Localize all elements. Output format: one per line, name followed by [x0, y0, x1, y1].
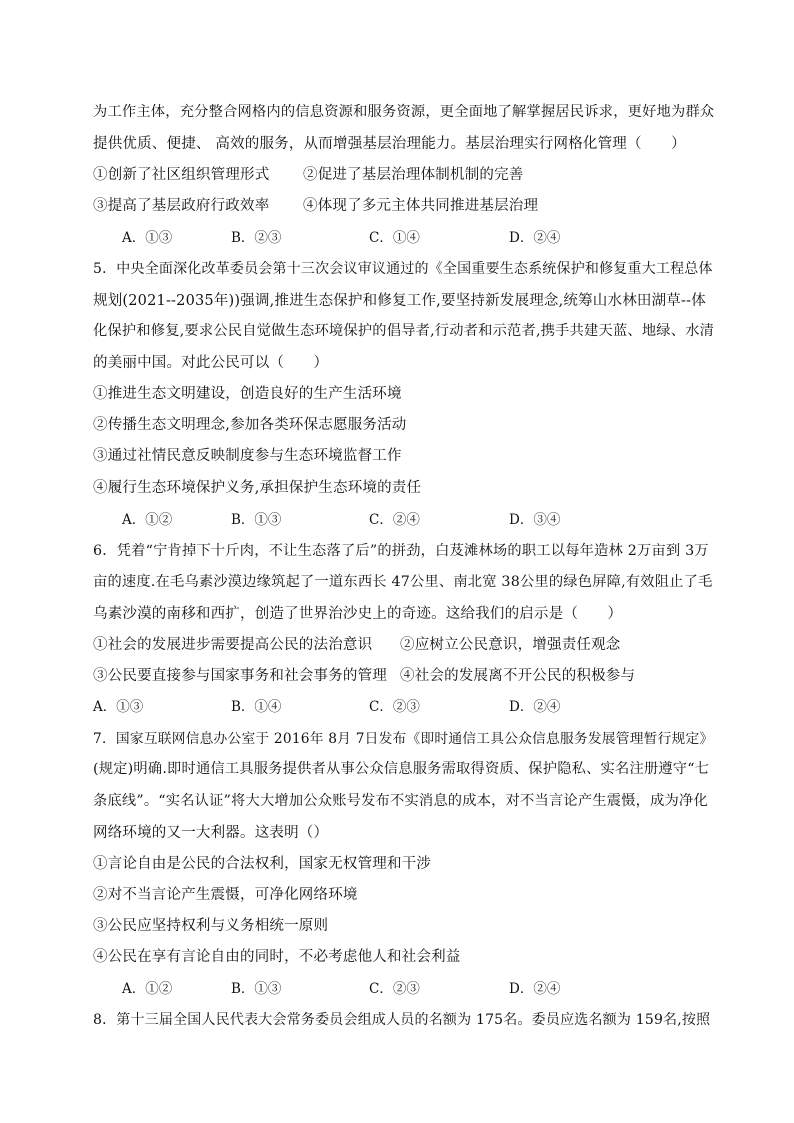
q7-stem-line-3: 条底线”。“实名认证”将大大增加公众账号发布不实消息的成本，对不当言论产生震慑，成为净化 [93, 793, 708, 809]
q4-option-c[interactable]: C．①④ [369, 230, 420, 246]
q4-item-4: ④体现了多元主体共同推进基层治理 [303, 198, 539, 214]
q4-option-a[interactable]: A．①③ [122, 230, 173, 246]
q5-option-c[interactable]: C．②④ [369, 512, 420, 528]
q4-item-1: ①创新了社区组织管理形式 [93, 167, 270, 183]
q7-stem-line-1: 7．国家互联网信息办公室于 2016年 8月 7日发布《即时通信工具公众信息服务发展管理暂行规定》 [93, 731, 714, 747]
q6-item-3: ③公民要直接参与国家事务和社会事务的管理 [93, 668, 387, 684]
q7-option-b[interactable]: B．①③ [231, 981, 282, 997]
q7-stem-line-2: (规定)明确.即时通信工具服务提供者从事公众信息服务需取得资质、保护隐私、实名注册遵守“七 [93, 761, 710, 777]
q5-option-a[interactable]: A．①② [122, 512, 173, 528]
q5-options [0, 508, 794, 530]
q5-option-b[interactable]: B．①③ [231, 512, 282, 528]
q6-stem-line-3: 乌素沙漠的南移和西扩，创造了世界治沙史上的奇迹。这给我们的启示是（ ） [93, 606, 623, 622]
q5-stem-line-3: 化保护和修复,要求公民自觉做生态环境保护的倡导者,行动者和示范者,携手共建天蓝、地绿、水清 [93, 323, 715, 339]
q4-stem-line-2: 提供优质、便捷、 高效的服务，从而增强基层治理能力。基层治理实行网格化管理（ ） [93, 136, 686, 152]
q6-item-1: ①社会的发展进步需要提高公民的法治意识 [93, 637, 373, 653]
q6-stem-line-1: 6．凭着“宁肯掉下十斤肉，不让生态落了后”的拼劲，白芨滩林场的职工以每年造林 2万亩到 3万 [93, 543, 709, 559]
q5-item-3: ③通过社情民意反映制度参与生态环境监督工作 [93, 448, 402, 464]
q6-option-a[interactable]: A．①③ [93, 699, 144, 715]
q7-item-3: ③公民应坚持权利与义务相统一原则 [93, 918, 329, 934]
q5-item-4: ④履行生态环境保护义务,承担保护生态环境的责任 [93, 480, 422, 496]
q4-item-3: ③提高了基层政府行政效率 [93, 198, 270, 214]
q7-option-a[interactable]: A．①② [122, 981, 173, 997]
q4-stem-line-1: 为工作主体，充分整合网格内的信息资源和服务资源，更全面地了解掌握居民诉求，更好地为群众 [93, 104, 715, 120]
q5-item-1: ①推进生态文明建设，创造良好的生产生活环境 [93, 386, 402, 402]
q7-options [0, 977, 794, 999]
q6-options [0, 695, 794, 717]
q5-option-d[interactable]: D．③④ [509, 512, 561, 528]
q7-stem-line-4: 网络环境的又一大利器。这表明（） [93, 825, 329, 841]
q7-option-c[interactable]: C．②③ [369, 981, 420, 997]
q6-option-d[interactable]: D．②④ [509, 699, 561, 715]
q4-option-b[interactable]: B．②③ [231, 230, 282, 246]
q5-stem-line-1: 5．中央全面深化改革委员会第十三次会议审议通过的《全国重要生态系统保护和修复重大工程总体 [93, 261, 713, 277]
q7-item-1: ①言论自由是公民的合法权利，国家无权管理和干涉 [93, 856, 432, 872]
q5-stem-line-4: 的美丽中国。对此公民可以（ ） [93, 355, 329, 371]
q7-item-2: ②对不当言论产生震慑，可净化网络环境 [93, 887, 358, 903]
q4-option-d[interactable]: D．②④ [509, 230, 561, 246]
q8-stem-line-1: 8．第十三届全国人民代表大会常务委员会组成人员的名额为 175名。委员应选名额为 159名,按照 [93, 1012, 711, 1028]
q5-item-2: ②传播生态文明理念,参加各类环保志愿服务活动 [93, 417, 407, 433]
q4-options [0, 226, 794, 248]
q5-stem-line-2: 规划(2021--2035年))强调,推进生态保护和修复工作,要坚持新发展理念,统筹山水林田湖草--体 [93, 293, 706, 309]
q6-item-4: ④社会的发展离不开公民的积极参与 [400, 668, 636, 684]
q7-option-d[interactable]: D．②④ [509, 981, 561, 997]
q6-stem-line-2: 亩的速度.在毛乌素沙漠边缘筑起了一道东西长 47公里、南北宽 38公里的绿色屏障,有效阻止了毛 [93, 574, 713, 590]
q4-item-2: ②促进了基层治理体制机制的完善 [303, 167, 524, 183]
q7-item-4: ④公民在享有言论自由的同时，不必考虑他人和社会利益 [93, 949, 461, 965]
q6-item-2: ②应树立公民意识，增强责任观念 [400, 637, 621, 653]
q6-option-c[interactable]: C．②③ [369, 699, 420, 715]
q6-option-b[interactable]: B．①④ [231, 699, 282, 715]
